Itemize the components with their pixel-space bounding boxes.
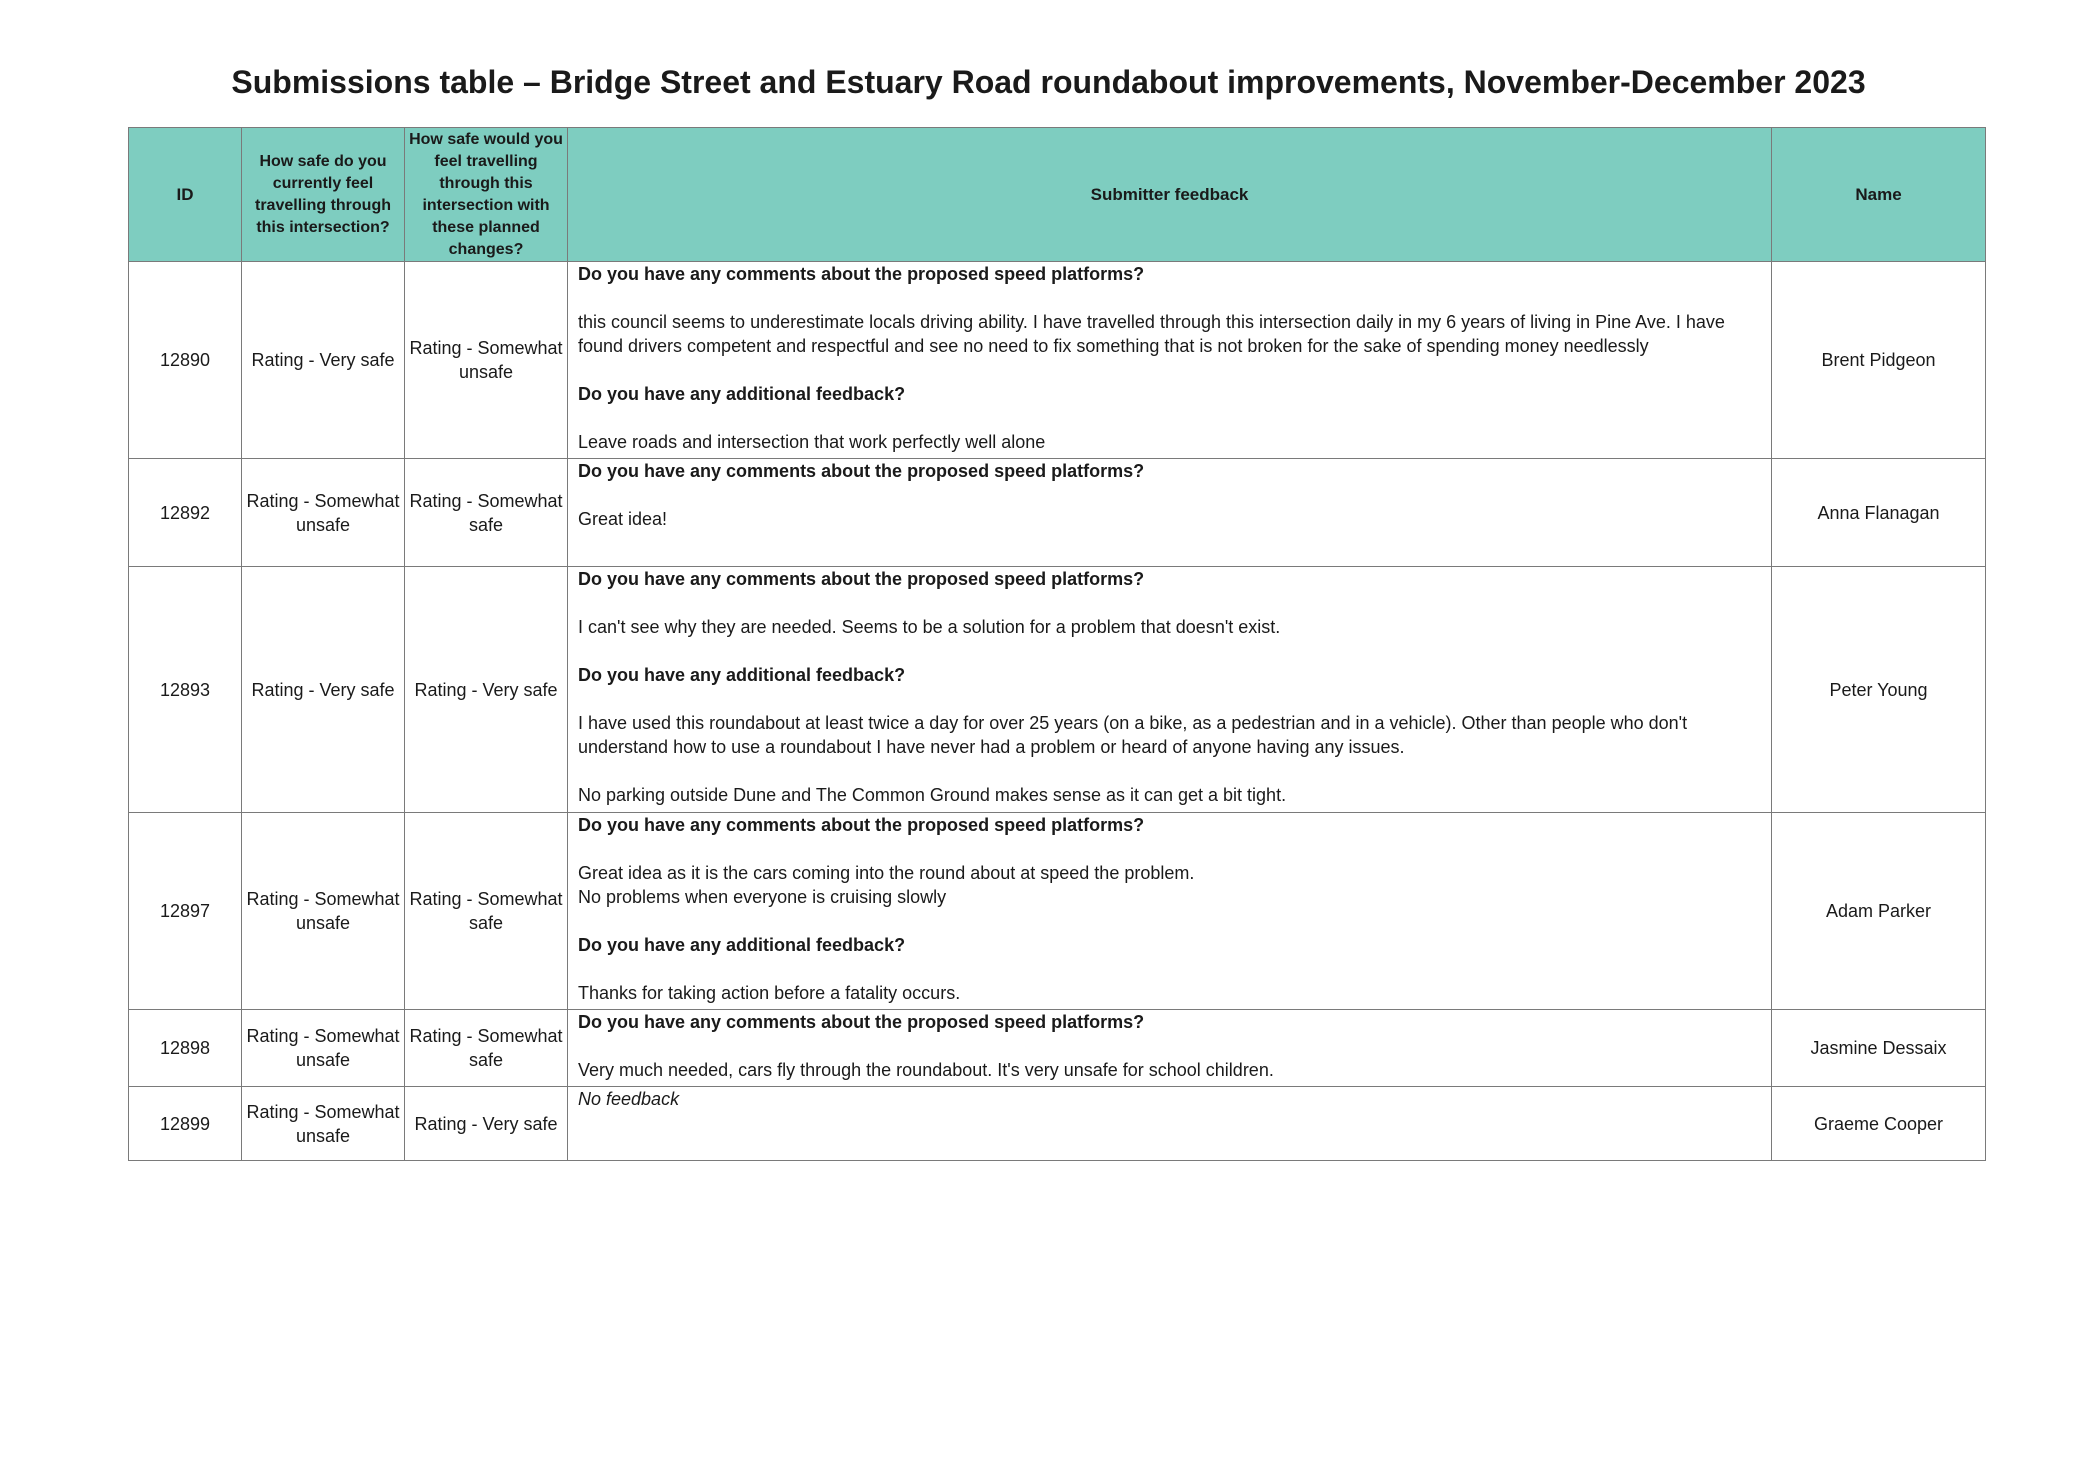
cell-planned-rating: Rating - Somewhat safe (405, 459, 568, 567)
cell-planned-rating: Rating - Very safe (405, 1087, 568, 1161)
cell-feedback (568, 262, 1772, 459)
question-additional: Do you have any additional feedback? (578, 665, 906, 685)
cell-name: Anna Flanagan (1772, 459, 1986, 567)
cell-current-rating: Rating - Very safe (242, 567, 405, 813)
cell-name: Peter Young (1772, 567, 1986, 813)
cell-id: 12893 (129, 567, 242, 813)
cell-current-rating: Rating - Somewhat unsafe (242, 459, 405, 567)
cell-id: 12899 (129, 1087, 242, 1161)
no-feedback-note: No feedback (578, 1089, 680, 1109)
cell-name: Graeme Cooper (1772, 1087, 1986, 1161)
table-row (129, 1010, 1986, 1087)
table-row (129, 1087, 1986, 1161)
cell-feedback (568, 567, 1772, 813)
cell-name: Adam Parker (1772, 813, 1986, 1010)
answer-additional: I have used this roundabout at least twice a day for over 25 years (on a bike, as a pedestrian and in a vehicle). Other than people who don't understand how to use a roundabout I have never had a problem or heard of anyone having any issues. No parking outside Dune and The Common Ground makes sense as it can get a bit tight. (578, 713, 1688, 805)
submissions-table (128, 127, 1986, 1161)
cell-id: 12890 (129, 262, 242, 459)
question-speed-platforms: Do you have any comments about the proposed speed platforms? (578, 1012, 1145, 1032)
cell-feedback (568, 1010, 1772, 1087)
answer-speed-platforms: Great idea as it is the cars coming into the round about at speed the problem. No problems when everyone is cruising slowly (578, 863, 1195, 907)
question-additional: Do you have any additional feedback? (578, 384, 906, 404)
cell-planned-rating: Rating - Somewhat safe (405, 813, 568, 1010)
header-name: Name (1772, 128, 1986, 262)
cell-feedback (568, 459, 1772, 567)
cell-current-rating: Rating - Very safe (242, 262, 405, 459)
cell-feedback (568, 813, 1772, 1010)
header-planned-safety: How safe would you feel travelling through this intersection with these planned changes? (405, 128, 568, 262)
cell-id: 12892 (129, 459, 242, 567)
cell-planned-rating: Rating - Somewhat safe (405, 1010, 568, 1087)
question-speed-platforms: Do you have any comments about the proposed speed platforms? (578, 264, 1145, 284)
answer-speed-platforms: I can't see why they are needed. Seems to be a solution for a problem that doesn't exist. (578, 617, 1281, 637)
cell-planned-rating: Rating - Somewhat unsafe (405, 262, 568, 459)
cell-current-rating: Rating - Somewhat unsafe (242, 1087, 405, 1161)
question-speed-platforms: Do you have any comments about the proposed speed platforms? (578, 569, 1145, 589)
answer-additional: Thanks for taking action before a fatality occurs. (578, 983, 961, 1003)
cell-id: 12897 (129, 813, 242, 1010)
header-current-safety: How safe do you currently feel travelling through this intersection? (242, 128, 405, 262)
table-header-row (129, 128, 1986, 262)
page-title: Submissions table – Bridge Street and Estuary Road roundabout improvements, November-December 2023 (231, 64, 1866, 100)
table-row (129, 567, 1986, 813)
cell-name: Jasmine Dessaix (1772, 1010, 1986, 1087)
cell-current-rating: Rating - Somewhat unsafe (242, 813, 405, 1010)
table-row (129, 459, 1986, 567)
cell-current-rating: Rating - Somewhat unsafe (242, 1010, 405, 1087)
question-speed-platforms: Do you have any comments about the proposed speed platforms? (578, 461, 1145, 481)
answer-speed-platforms: Very much needed, cars fly through the roundabout. It's very unsafe for school children. (578, 1060, 1274, 1080)
answer-speed-platforms: Great idea! (578, 509, 668, 529)
question-additional: Do you have any additional feedback? (578, 935, 906, 955)
header-id: ID (129, 128, 242, 262)
table-row (129, 813, 1986, 1010)
cell-id: 12898 (129, 1010, 242, 1087)
question-speed-platforms: Do you have any comments about the proposed speed platforms? (578, 815, 1145, 835)
cell-name: Brent Pidgeon (1772, 262, 1986, 459)
table-row (129, 262, 1986, 459)
cell-feedback (568, 1087, 1772, 1161)
answer-speed-platforms: this council seems to underestimate locals driving ability. I have travelled through this intersection daily in my 6 years of living in Pine Ave. I have found drivers competent and respectful and see no need to fix something that is not broken for the sake of spending money needlessly (578, 312, 1725, 356)
cell-planned-rating: Rating - Very safe (405, 567, 568, 813)
answer-additional: Leave roads and intersection that work perfectly well alone (578, 432, 1046, 452)
header-feedback: Submitter feedback (568, 128, 1772, 262)
